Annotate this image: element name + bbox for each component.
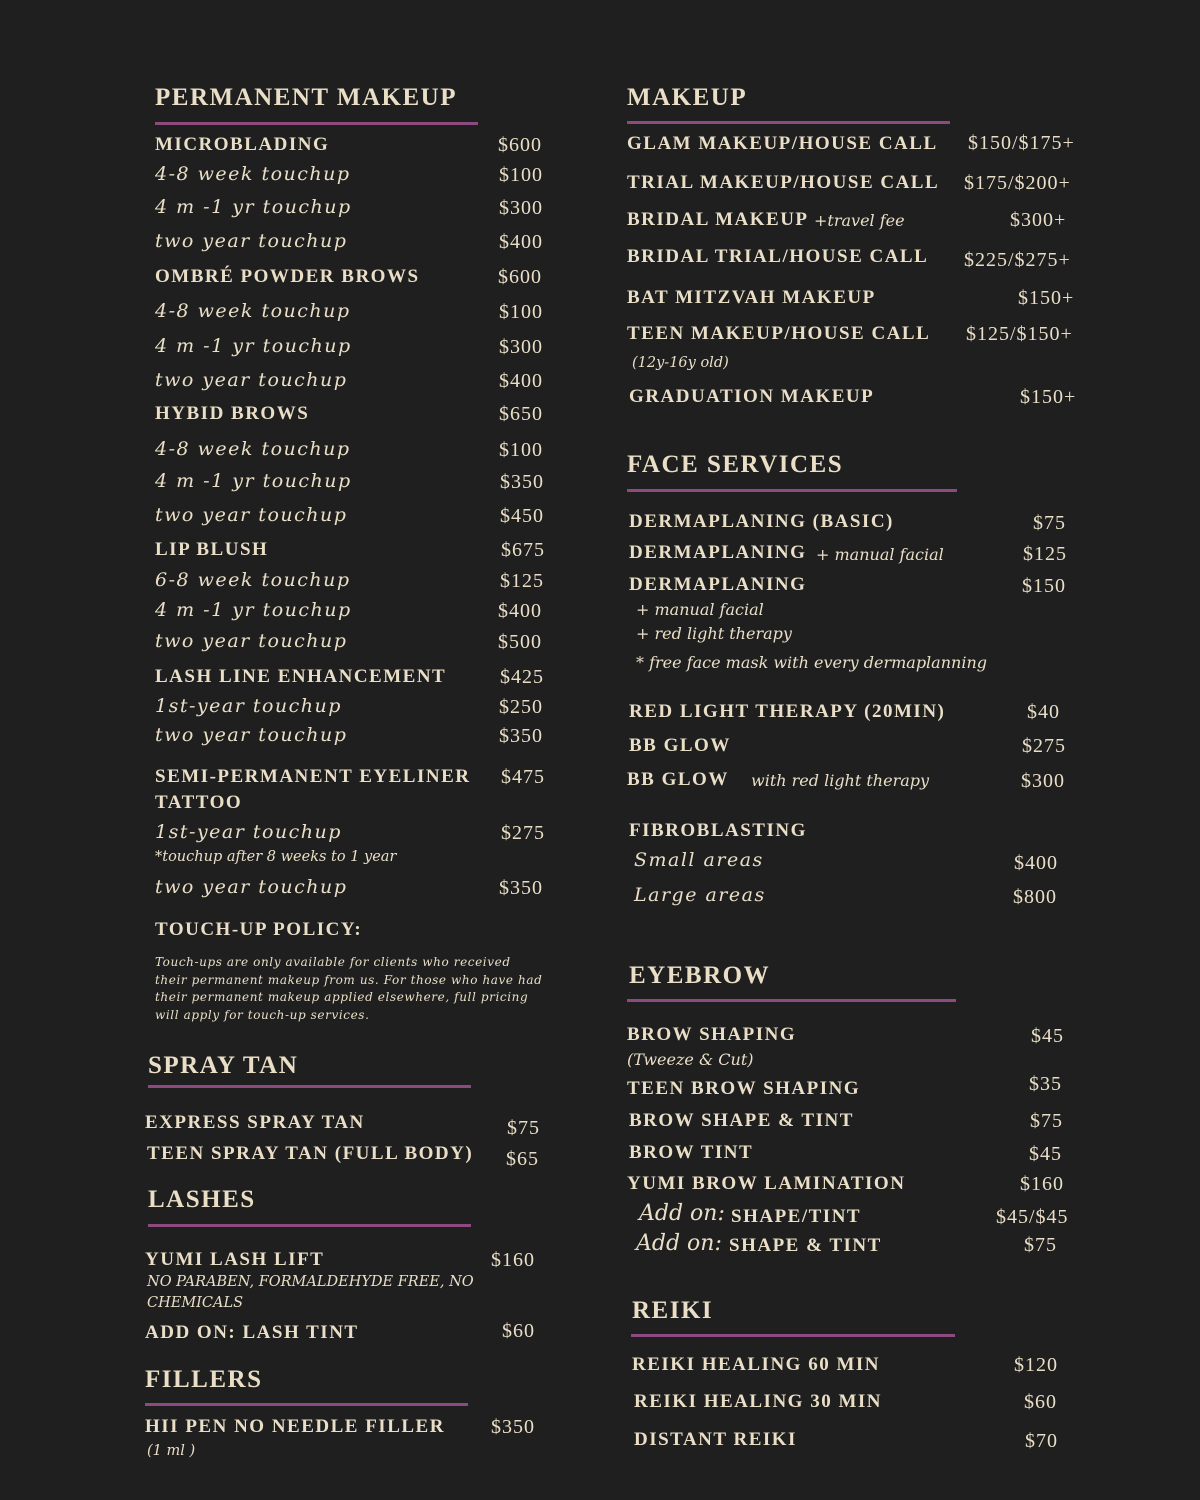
service-name: DISTANT REIKI bbox=[634, 1429, 797, 1450]
service-name: EXPRESS SPRAY TAN bbox=[145, 1112, 365, 1133]
touchup-note: *touchup after 8 weeks to 1 year bbox=[155, 849, 397, 865]
service-price: $60 bbox=[502, 1320, 535, 1342]
service-price: $150/$175+ bbox=[968, 132, 1075, 154]
service-name: TATTOO bbox=[155, 792, 243, 813]
section-divider bbox=[145, 1403, 468, 1406]
service-price: $225/$275+ bbox=[964, 249, 1071, 271]
service-name: MICROBLADING bbox=[155, 134, 330, 155]
service-note: +travel fee bbox=[814, 211, 905, 230]
section-title: EYEBROW bbox=[629, 962, 771, 989]
touchup-name: 1st-year touchup bbox=[155, 695, 342, 717]
service-price: $35 bbox=[1029, 1073, 1062, 1095]
touchup-name: 4 m -1 yr touchup bbox=[155, 599, 352, 621]
service-name: BROW SHAPE & TINT bbox=[629, 1110, 854, 1131]
section-divider bbox=[148, 1085, 471, 1088]
service-price: $300 bbox=[499, 336, 543, 358]
touchup-name: 4-8 week touchup bbox=[155, 163, 351, 185]
service-name: DERMAPLANING bbox=[629, 542, 807, 563]
service-name: HII PEN NO NEEDLE FILLER bbox=[145, 1416, 445, 1437]
policy-title: TOUCH-UP POLICY: bbox=[155, 919, 363, 940]
service-price: $120 bbox=[1014, 1354, 1058, 1376]
service-name: TEEN SPRAY TAN (FULL BODY) bbox=[147, 1143, 474, 1164]
section-divider bbox=[631, 1334, 955, 1337]
service-name: SHAPE/TINT bbox=[731, 1206, 862, 1227]
service-price: $100 bbox=[499, 301, 543, 323]
service-note: NO PARABEN, FORMALDEHYDE FREE, NO bbox=[147, 1274, 474, 1290]
service-name: BAT MITZVAH MAKEUP bbox=[627, 287, 876, 308]
service-note: + red light therapy bbox=[636, 624, 792, 643]
service-note: (12y-16y old) bbox=[632, 355, 729, 371]
service-name: REIKI HEALING 30 MIN bbox=[634, 1391, 882, 1412]
service-price: $75 bbox=[1024, 1234, 1057, 1256]
service-price: $160 bbox=[491, 1249, 535, 1271]
service-price: $125 bbox=[500, 570, 544, 592]
touchup-name: 4 m -1 yr touchup bbox=[155, 335, 352, 357]
service-name: LIP BLUSH bbox=[155, 539, 269, 560]
service-name: RED LIGHT THERAPY (20MIN) bbox=[629, 701, 946, 722]
service-name: SHAPE & TINT bbox=[729, 1235, 882, 1256]
service-name: BRIDAL TRIAL/HOUSE CALL bbox=[627, 246, 929, 267]
service-price: $800 bbox=[1013, 886, 1057, 908]
service-name: BRIDAL MAKEUP bbox=[627, 209, 809, 230]
service-name: DERMAPLANING (BASIC) bbox=[629, 511, 894, 532]
service-name: YUMI LASH LIFT bbox=[145, 1249, 325, 1270]
service-price: $75 bbox=[507, 1117, 540, 1139]
service-price: $475 bbox=[501, 766, 545, 788]
service-price: $45 bbox=[1031, 1025, 1064, 1047]
service-name: BROW TINT bbox=[629, 1142, 754, 1163]
service-name: REIKI HEALING 60 MIN bbox=[632, 1354, 880, 1375]
touchup-name: two year touchup bbox=[155, 876, 348, 898]
service-note: * free face mask with every dermaplanning bbox=[636, 653, 987, 672]
service-price: $500 bbox=[498, 631, 542, 653]
service-price: $70 bbox=[1025, 1430, 1058, 1452]
service-price: $350 bbox=[499, 877, 543, 899]
service-name: ADD ON: LASH TINT bbox=[145, 1322, 359, 1343]
section-divider bbox=[627, 999, 956, 1002]
service-price: $300+ bbox=[1010, 209, 1067, 231]
touchup-name: 4-8 week touchup bbox=[155, 300, 351, 322]
service-note: + manual facial bbox=[636, 600, 764, 619]
service-name: TEEN BROW SHAPING bbox=[627, 1078, 861, 1099]
service-price: $600 bbox=[498, 266, 542, 288]
service-price: $45 bbox=[1029, 1143, 1062, 1165]
touchup-name: two year touchup bbox=[155, 369, 348, 391]
service-price: $425 bbox=[500, 666, 544, 688]
service-price: $65 bbox=[506, 1148, 539, 1170]
service-price: $300 bbox=[1021, 770, 1065, 792]
section-title: SPRAY TAN bbox=[148, 1052, 299, 1079]
service-price: $160 bbox=[1020, 1173, 1064, 1195]
touchup-name: 4 m -1 yr touchup bbox=[155, 196, 352, 218]
service-option: Large areas bbox=[634, 884, 766, 906]
touchup-name: two year touchup bbox=[155, 504, 348, 526]
service-price: $100 bbox=[499, 164, 543, 186]
section-title: REIKI bbox=[632, 1297, 714, 1324]
touchup-name: 6-8 week touchup bbox=[155, 569, 351, 591]
service-price: $75 bbox=[1030, 1110, 1063, 1132]
touchup-name: two year touchup bbox=[155, 630, 348, 652]
service-name: LASH LINE ENHANCEMENT bbox=[155, 666, 447, 687]
service-price: $275 bbox=[501, 822, 545, 844]
service-price: $400 bbox=[499, 370, 543, 392]
service-price: $275 bbox=[1022, 735, 1066, 757]
service-price: $75 bbox=[1033, 512, 1066, 534]
service-price: $400 bbox=[499, 231, 543, 253]
service-price: $400 bbox=[498, 600, 542, 622]
section-title: PERMANENT MAKEUP bbox=[155, 84, 458, 111]
add-on-prefix: Add on: bbox=[636, 1231, 722, 1256]
service-price: $400 bbox=[1014, 852, 1058, 874]
service-price: $300 bbox=[499, 197, 543, 219]
service-name: DERMAPLANING bbox=[629, 574, 807, 595]
service-name: SEMI-PERMANENT EYELINER bbox=[155, 766, 471, 787]
service-note: CHEMICALS bbox=[147, 1295, 244, 1311]
touchup-name: two year touchup bbox=[155, 724, 348, 746]
section-divider bbox=[155, 122, 478, 125]
service-price: $350 bbox=[491, 1416, 535, 1438]
service-price: $350 bbox=[500, 471, 544, 493]
section-divider bbox=[627, 489, 957, 492]
service-price: $250 bbox=[499, 696, 543, 718]
service-name: GLAM MAKEUP/HOUSE CALL bbox=[627, 133, 938, 154]
service-price: $150+ bbox=[1018, 287, 1075, 309]
service-option: Small areas bbox=[634, 849, 764, 871]
service-price: $150+ bbox=[1020, 386, 1077, 408]
service-name: BB GLOW bbox=[629, 735, 731, 756]
service-note: (1 ml ) bbox=[147, 1443, 196, 1459]
section-title: MAKEUP bbox=[627, 84, 748, 111]
service-price: $350 bbox=[499, 725, 543, 747]
touchup-name: two year touchup bbox=[155, 230, 348, 252]
service-price: $125 bbox=[1023, 543, 1067, 565]
service-note: with red light therapy bbox=[751, 771, 930, 790]
service-name: FIBROBLASTING bbox=[629, 820, 807, 841]
section-divider bbox=[148, 1224, 471, 1227]
touchup-name: 4 m -1 yr touchup bbox=[155, 470, 352, 492]
service-price: $650 bbox=[499, 403, 543, 425]
service-price: $675 bbox=[501, 539, 545, 561]
section-divider bbox=[627, 121, 950, 124]
service-price: $100 bbox=[499, 439, 543, 461]
service-price: $600 bbox=[498, 134, 542, 156]
section-title: FACE SERVICES bbox=[627, 451, 844, 478]
service-name: OMBRÉ POWDER BROWS bbox=[155, 266, 420, 287]
service-name: GRADUATION MAKEUP bbox=[629, 386, 875, 407]
service-name: HYBID BROWS bbox=[155, 403, 310, 424]
service-name: TEEN MAKEUP/HOUSE CALL bbox=[627, 323, 931, 344]
service-price: $175/$200+ bbox=[964, 172, 1071, 194]
service-name: BROW SHAPING bbox=[627, 1024, 797, 1045]
service-price: $125/$150+ bbox=[966, 323, 1073, 345]
service-price: $40 bbox=[1027, 701, 1060, 723]
section-title: FILLERS bbox=[145, 1366, 263, 1393]
touchup-name: 4-8 week touchup bbox=[155, 438, 351, 460]
service-price: $150 bbox=[1022, 575, 1066, 597]
service-price: $60 bbox=[1024, 1391, 1057, 1413]
service-name: YUMI BROW LAMINATION bbox=[627, 1173, 906, 1194]
service-name: BB GLOW bbox=[627, 769, 729, 790]
add-on-prefix: Add on: bbox=[639, 1201, 725, 1226]
service-name: TRIAL MAKEUP/HOUSE CALL bbox=[627, 172, 940, 193]
touchup-name: 1st-year touchup bbox=[155, 821, 342, 843]
service-price: $450 bbox=[500, 505, 544, 527]
service-note: (Tweeze & Cut) bbox=[627, 1050, 754, 1069]
service-price: $45/$45 bbox=[996, 1206, 1069, 1228]
service-note: + manual facial bbox=[816, 545, 944, 564]
policy-text: Touch-ups are only available for clients who received their permanent makeup from us. For those who have had their permanent makeup applied elsewhere, full pricing will apply for touch-up services. bbox=[155, 955, 543, 1022]
section-title: LASHES bbox=[148, 1186, 256, 1213]
